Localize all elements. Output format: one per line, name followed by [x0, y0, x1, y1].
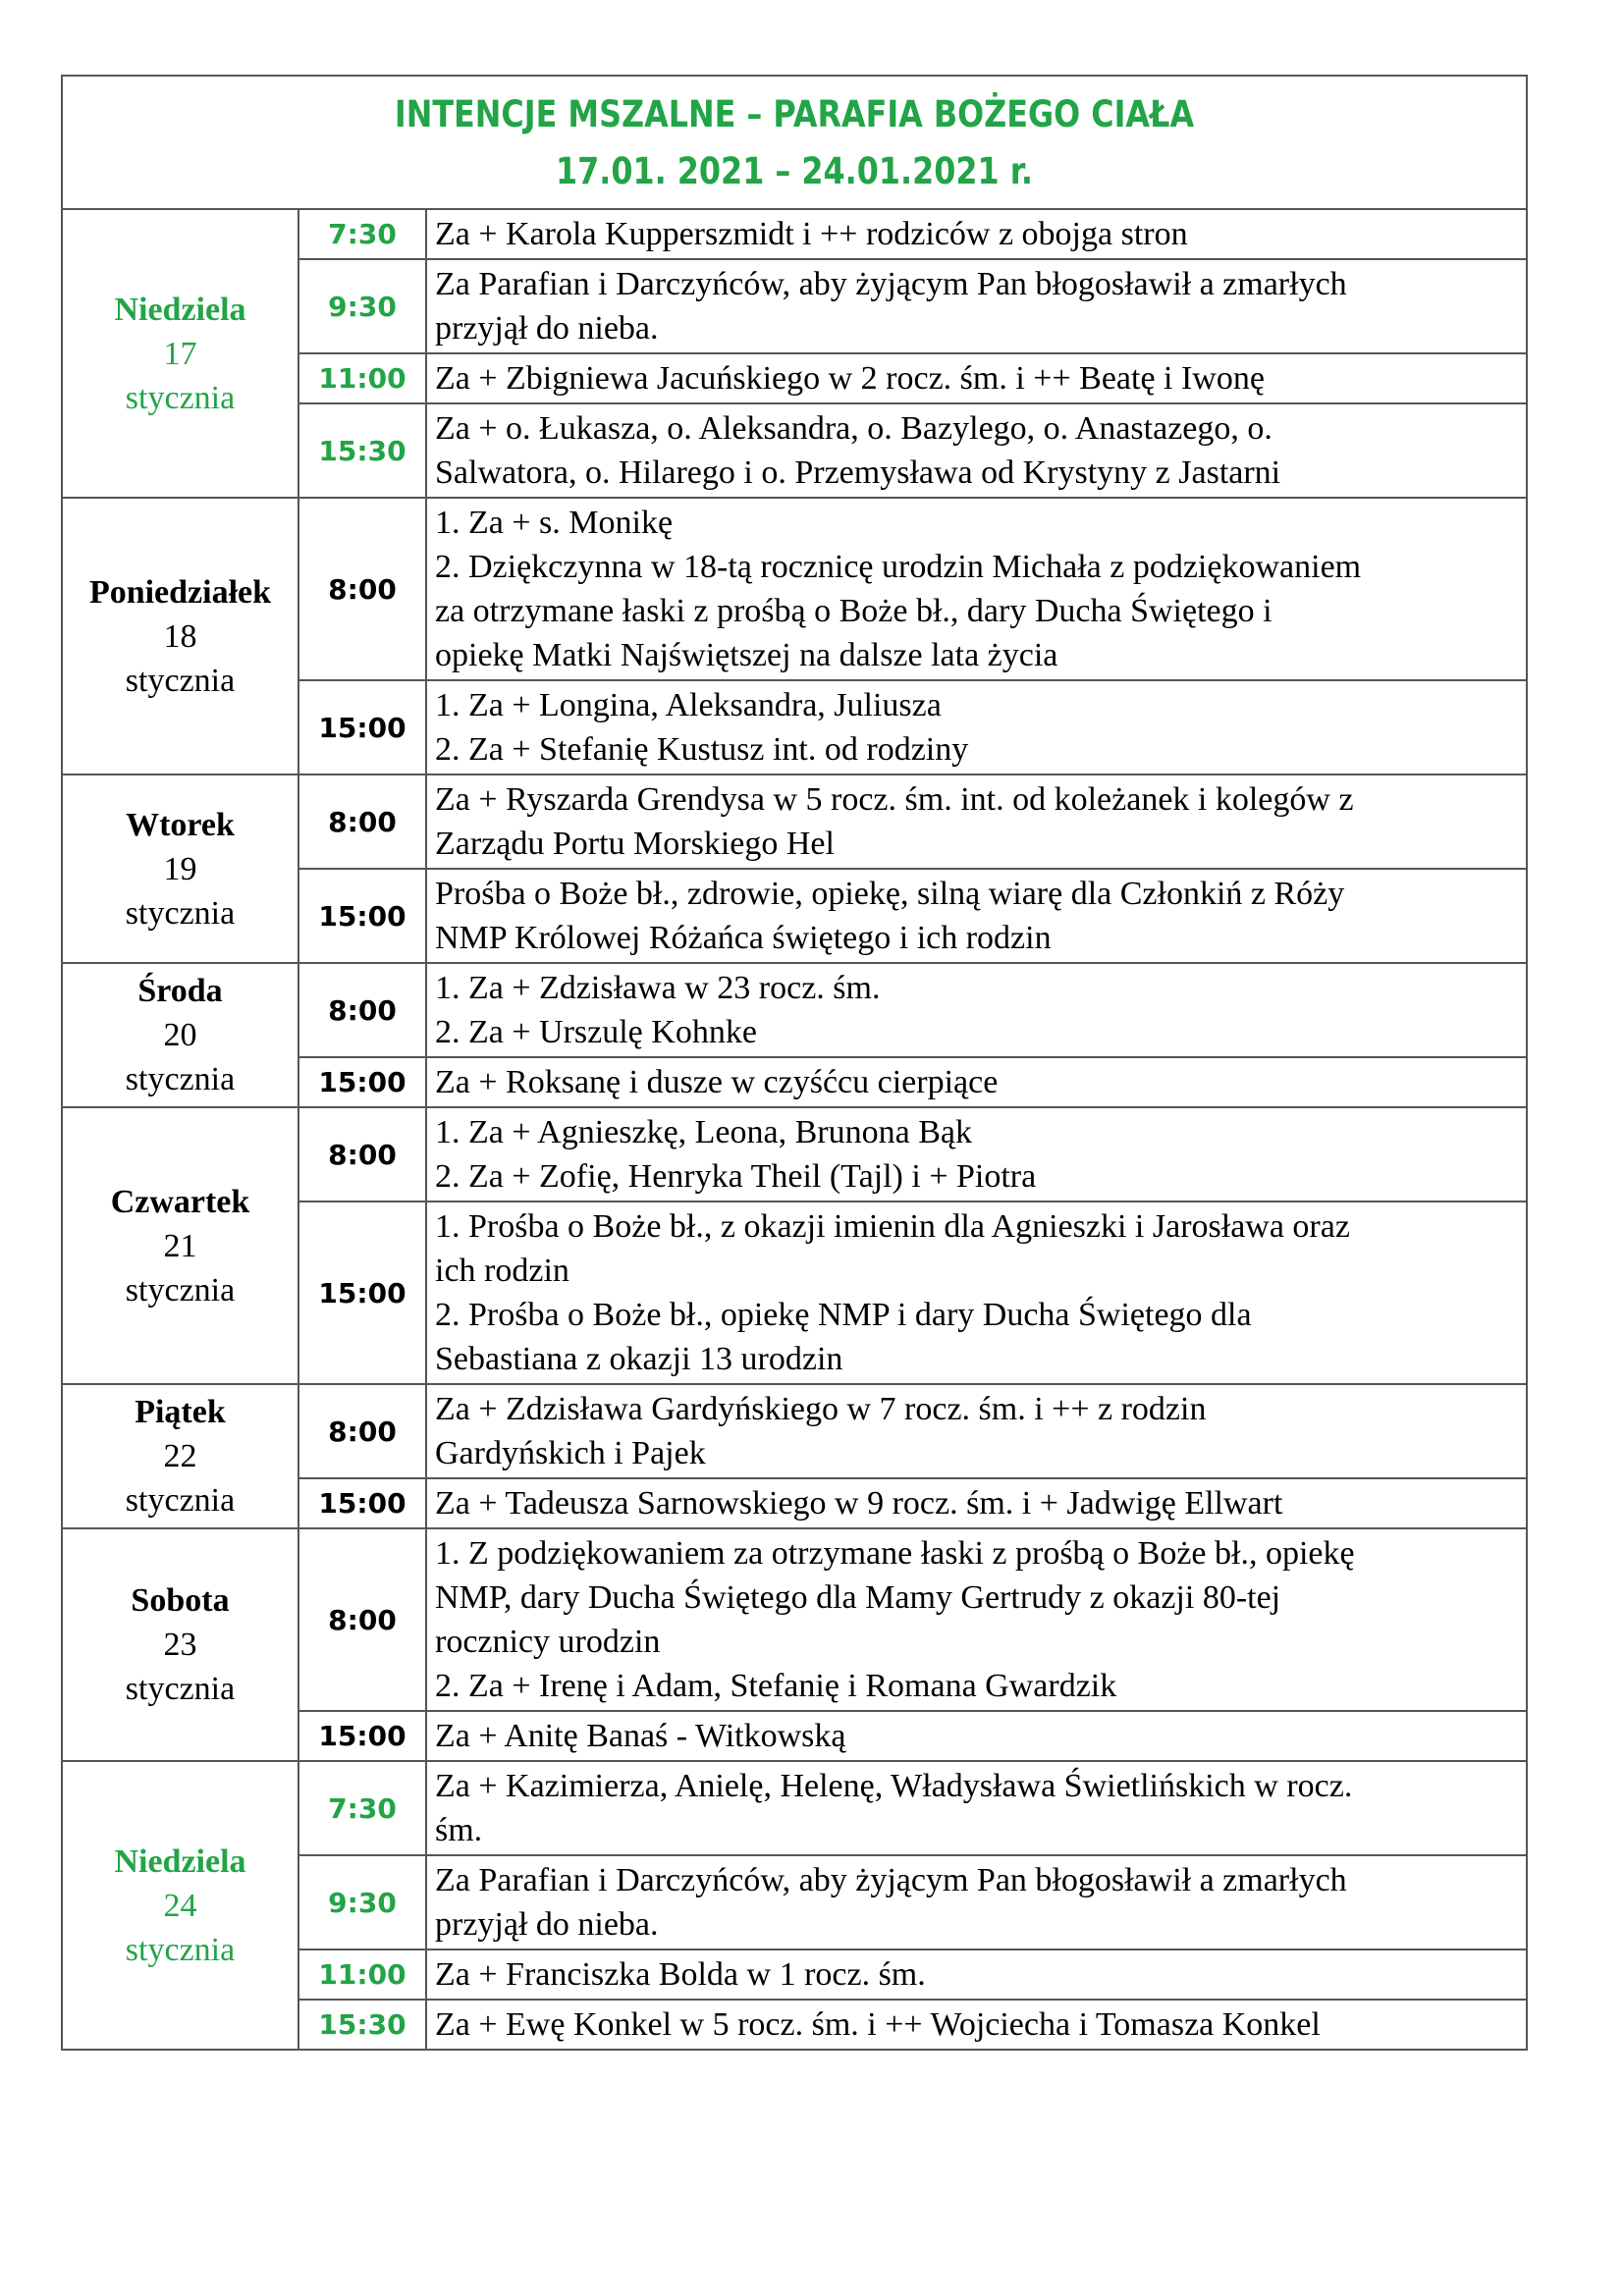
mass-intention [427, 1856, 1526, 1950]
mass-time: 7:30 [299, 210, 427, 260]
day-label-cell [63, 499, 299, 775]
mass-list [299, 775, 1526, 962]
mass-intention [427, 404, 1526, 497]
mass-entry [299, 260, 1526, 354]
intention-line: 2. Prośba o Boże bł., opiekę NMP i dary Ducha Świętego dla [435, 1297, 1252, 1333]
intention-line: śm. [435, 1812, 483, 1848]
day-month: stycznia [125, 1671, 236, 1707]
mass-intention [427, 775, 1526, 870]
day-month: stycznia [125, 1931, 236, 1968]
day-label-cell [63, 1385, 299, 1529]
mass-intention [427, 1108, 1526, 1202]
day-row [63, 1529, 1526, 1762]
intention-line: 2. Za + Zofię, Henryka Theil (Tajl) i + Piotra [435, 1158, 1037, 1195]
intention-line: Za + Franciszka Bolda w 1 rocz. śm. [435, 1956, 926, 1993]
mass-entry [299, 1529, 1526, 1712]
mass-list [299, 1529, 1526, 1760]
intention-line: rocznicy urodzin [435, 1624, 661, 1660]
intention-line: 2. Za + Irenę i Adam, Stefanię i Romana Gwardzik [435, 1668, 1117, 1704]
mass-entry [299, 499, 1526, 681]
day-row [63, 1108, 1526, 1385]
intention-line: 2. Dziękczynna w 18-tą rocznicę urodzin Michała z podziękowaniem [435, 549, 1362, 585]
day-entries-cell [299, 964, 1526, 1108]
mass-entry [299, 775, 1526, 870]
intention-line: przyjął do nieba. [435, 1906, 659, 1943]
mass-entry [299, 404, 1526, 497]
mass-time: 8:00 [299, 775, 427, 870]
intention-line: opiekę Matki Najświętszej na dalsze lata życia [435, 637, 1058, 673]
mass-intention [427, 354, 1526, 404]
day-number: 24 [163, 1887, 197, 1924]
mass-list [299, 499, 1526, 774]
day-month: stycznia [125, 894, 236, 932]
intention-line: Za + Roksanę i dusze w czyśćcu cierpiące [435, 1064, 999, 1100]
mass-time: 15:00 [299, 1479, 427, 1527]
day-month: stycznia [125, 1061, 236, 1097]
intention-line: za otrzymane łaski z prośbą o Boże bł., dary Ducha Świętego i [435, 593, 1272, 629]
intention-line: Za + Zbigniewa Jacuńskiego w 2 rocz. śm. i ++ Beatę i Iwonę [435, 360, 1265, 397]
schedule-body [63, 210, 1526, 2049]
mass-time: 15:00 [299, 681, 427, 774]
day-month: stycznia [125, 1482, 236, 1519]
day-label-cell [63, 1762, 299, 2049]
mass-intention [427, 1712, 1526, 1760]
day-entries-cell [299, 775, 1526, 964]
day-number: 22 [163, 1438, 197, 1474]
mass-entry [299, 1385, 1526, 1479]
mass-entry [299, 210, 1526, 260]
intention-line: 1. Za + s. Monikę [435, 505, 674, 541]
day-entries-cell [299, 1762, 1526, 2049]
mass-list [299, 964, 1526, 1106]
mass-entry [299, 1950, 1526, 2001]
mass-list [299, 1385, 1526, 1527]
mass-intention [427, 210, 1526, 260]
day-row [63, 1762, 1526, 2049]
intention-line: ich rodzin [435, 1253, 569, 1289]
day-month: stycznia [125, 1271, 236, 1308]
intention-line: 2. Za + Stefanię Kustusz int. od rodziny [435, 731, 969, 768]
intention-line: Zarządu Portu Morskiego Hel [435, 826, 835, 862]
day-entries-cell [299, 499, 1526, 775]
intention-line: 2. Za + Urszulę Kohnke [435, 1014, 757, 1050]
day-number: 19 [163, 850, 197, 887]
mass-time: 15:00 [299, 1712, 427, 1760]
intention-line: Za + Tadeusza Sarnowskiego w 9 rocz. śm. i + Jadwigę Ellwart [435, 1485, 1283, 1522]
mass-entry [299, 1856, 1526, 1950]
mass-intention [427, 1529, 1526, 1712]
intention-line: Za Parafian i Darczyńców, aby żyjącym Pan błogosławił a zmarłych [435, 266, 1347, 302]
intention-line: Salwatora, o. Hilarego i o. Przemysława od Krystyny z Jastarni [435, 454, 1281, 491]
intention-line: 1. Z podziękowaniem za otrzymane łaski z prośbą o Boże bł., opiekę [435, 1535, 1355, 1572]
mass-time: 8:00 [299, 964, 427, 1058]
intention-line: Za + Karola Kupperszmidt i ++ rodziców z obojga stron [435, 216, 1188, 252]
mass-intention [427, 1385, 1526, 1479]
day-name: Niedziela [114, 291, 246, 328]
mass-time: 8:00 [299, 499, 427, 681]
mass-entry [299, 1202, 1526, 1383]
day-row [63, 499, 1526, 775]
day-name: Niedziela [114, 1842, 246, 1880]
mass-intention [427, 1762, 1526, 1856]
day-label-cell [63, 964, 299, 1108]
mass-intention [427, 499, 1526, 681]
intention-line: 1. Za + Longina, Aleksandra, Juliusza [435, 687, 942, 723]
mass-time: 15:30 [299, 404, 427, 497]
intention-line: Za Parafian i Darczyńców, aby żyjącym Pan błogosławił a zmarłych [435, 1862, 1347, 1898]
mass-entry [299, 681, 1526, 774]
intention-line: przyjął do nieba. [435, 310, 659, 347]
day-row [63, 964, 1526, 1108]
mass-entry [299, 1058, 1526, 1106]
mass-time: 7:30 [299, 1762, 427, 1856]
mass-time: 15:30 [299, 2001, 427, 2049]
title-line-1: INTENCJE MSZALNE – PARAFIA BOŻEGO CIAŁA [394, 93, 1195, 135]
day-row [63, 775, 1526, 964]
intention-line: Za + Zdzisława Gardyńskiego w 7 rocz. śm. i ++ z rodzin [435, 1391, 1207, 1427]
day-name: Sobota [131, 1582, 230, 1619]
day-month: stycznia [125, 662, 236, 699]
schedule-table [63, 210, 1526, 2049]
mass-intention [427, 681, 1526, 774]
mass-entry [299, 1762, 1526, 1856]
title-line-2: 17.01. 2021 – 24.01.2021 r. [555, 150, 1034, 192]
mass-entry [299, 354, 1526, 404]
mass-entry [299, 1712, 1526, 1760]
mass-intention [427, 964, 1526, 1058]
day-month: stycznia [125, 379, 236, 416]
mass-intention [427, 1202, 1526, 1383]
day-label-cell [63, 775, 299, 964]
intention-line: Gardyńskich i Pajek [435, 1435, 706, 1471]
day-entries-cell [299, 210, 1526, 499]
day-row [63, 1385, 1526, 1529]
mass-time: 9:30 [299, 260, 427, 354]
intention-line: Za + Kazimierza, Anielę, Helenę, Władysława Świetlińskich w rocz. [435, 1768, 1353, 1804]
mass-time: 9:30 [299, 1856, 427, 1950]
intention-line: Za + Ewę Konkel w 5 rocz. śm. i ++ Wojciecha i Tomasza Konkel [435, 2006, 1321, 2043]
day-entries-cell [299, 1529, 1526, 1762]
mass-intention [427, 260, 1526, 354]
mass-time: 8:00 [299, 1108, 427, 1202]
day-name: Poniedziałek [88, 573, 272, 611]
day-number: 21 [163, 1227, 197, 1264]
intention-line: 1. Prośba o Boże bł., z okazji imienin dla Agnieszki i Jarosława oraz [435, 1208, 1350, 1245]
day-label-cell [63, 1529, 299, 1762]
day-number: 18 [163, 617, 197, 655]
intention-line: 1. Za + Zdzisława w 23 rocz. śm. [435, 970, 881, 1006]
mass-intention [427, 1950, 1526, 2001]
day-name: Piątek [135, 1394, 226, 1430]
mass-entry [299, 964, 1526, 1058]
day-entries-cell [299, 1108, 1526, 1385]
mass-intention [427, 1058, 1526, 1106]
intention-line: NMP, dary Ducha Świętego dla Mamy Gertrudy z okazji 80-tej [435, 1579, 1281, 1616]
mass-time: 8:00 [299, 1529, 427, 1712]
mass-list [299, 1108, 1526, 1383]
mass-time: 15:00 [299, 1202, 427, 1383]
day-entries-cell [299, 1385, 1526, 1529]
intention-line: Za + Anitę Banaś - Witkowską [435, 1718, 846, 1754]
mass-time: 15:00 [299, 870, 427, 962]
day-number: 20 [163, 1017, 197, 1053]
mass-entry [299, 1108, 1526, 1202]
mass-entry [299, 1479, 1526, 1527]
day-label-cell [63, 1108, 299, 1385]
day-name: Czwartek [110, 1183, 250, 1220]
intention-line: Za + o. Łukasza, o. Aleksandra, o. Bazylego, o. Anastazego, o. [435, 410, 1272, 447]
mass-list [299, 210, 1526, 497]
intention-line: 1. Za + Agnieszkę, Leona, Brunona Bąk [435, 1114, 972, 1150]
mass-list [299, 1762, 1526, 2049]
intention-line: Za + Ryszarda Grendysa w 5 rocz. śm. int. od koleżanek i kolegów z [435, 781, 1354, 818]
mass-entry [299, 870, 1526, 962]
day-number: 23 [163, 1627, 197, 1663]
mass-time: 11:00 [299, 1950, 427, 2001]
intentions-sheet [61, 75, 1528, 2051]
intention-line: Prośba o Boże bł., zdrowie, opiekę, silną wiarę dla Członkiń z Róży [435, 876, 1345, 912]
mass-time: 15:00 [299, 1058, 427, 1106]
intention-line: Sebastiana z okazji 13 urodzin [435, 1341, 843, 1377]
mass-entry [299, 2001, 1526, 2049]
day-label-cell [63, 210, 299, 499]
mass-intention [427, 2001, 1526, 2049]
document-title [63, 77, 1526, 210]
mass-intention [427, 870, 1526, 962]
day-number: 17 [163, 335, 197, 372]
day-row [63, 210, 1526, 499]
day-name: Wtorek [126, 806, 235, 843]
mass-time: 11:00 [299, 354, 427, 404]
mass-intention [427, 1479, 1526, 1527]
day-name: Środa [137, 973, 223, 1009]
mass-time: 8:00 [299, 1385, 427, 1479]
intention-line: NMP Królowej Różańca świętego i ich rodzin [435, 920, 1052, 956]
